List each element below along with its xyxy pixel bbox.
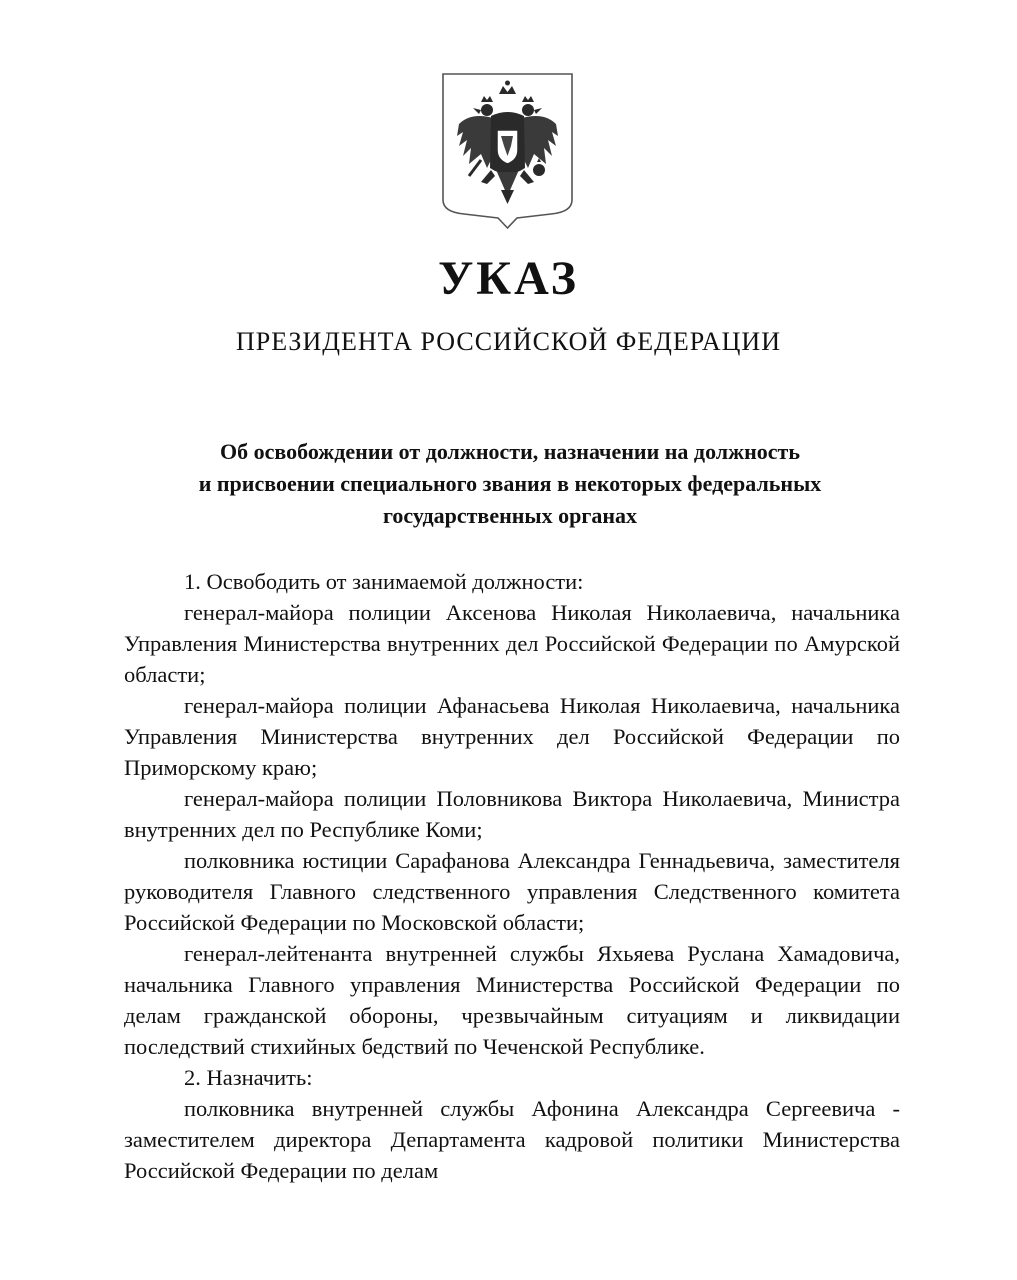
coat-of-arms-emblem: [441, 72, 574, 230]
paragraph: 1. Освободить от занимаемой должности:: [184, 569, 584, 594]
heading-line: и присвоении специального звания в некоторых федеральных: [198, 471, 822, 496]
heading-line: Об освобождении от должности, назначении на должность: [220, 439, 800, 464]
russian-coat-of-arms-icon: [441, 72, 574, 230]
paragraph: генерал-майора полиции Половникова Виктора Николаевича, Министра внутренних дел по Республике Коми;: [124, 786, 900, 842]
decree-heading: [110, 436, 910, 532]
document-title: УКАЗ: [438, 252, 579, 305]
paragraph: генерал-майора полиции Афанасьева Николая Николаевича, начальника Управления Министерства внутренних дел Российской Федерации по Приморскому краю;: [124, 693, 900, 780]
paragraph: полковника юстиции Сарафанова Александра Геннадьевича, заместителя руководителя Главного следственного управления Следственного комитета Российской Федерации по Московской области;: [124, 848, 900, 935]
paragraph: 2. Назначить:: [184, 1065, 313, 1090]
paragraph: генерал-майора полиции Аксенова Николая Николаевича, начальника Управления Министерства внутренних дел Российской Федерации по Амурской области;: [124, 600, 900, 687]
heading-line: государственных органах: [382, 503, 638, 528]
document-subtitle: ПРЕЗИДЕНТА РОССИЙСКОЙ ФЕДЕРАЦИИ: [236, 327, 781, 356]
paragraph: генерал-лейтенанта внутренней службы Яхьяева Руслана Хамадовича, начальника Главного управления Министерства Российской Федерации по делам гражданской обороны, чрезвычайным ситуациям и ликвидации последствий стихийных бедствий по Чеченской Республике.: [124, 941, 900, 1059]
paragraph: полковника внутренней службы Афонина Александра Сергеевича - заместителем директора Департамента кадровой политики Министерства Российской Федерации по делам: [124, 1096, 900, 1183]
decree-body: [124, 566, 900, 1186]
